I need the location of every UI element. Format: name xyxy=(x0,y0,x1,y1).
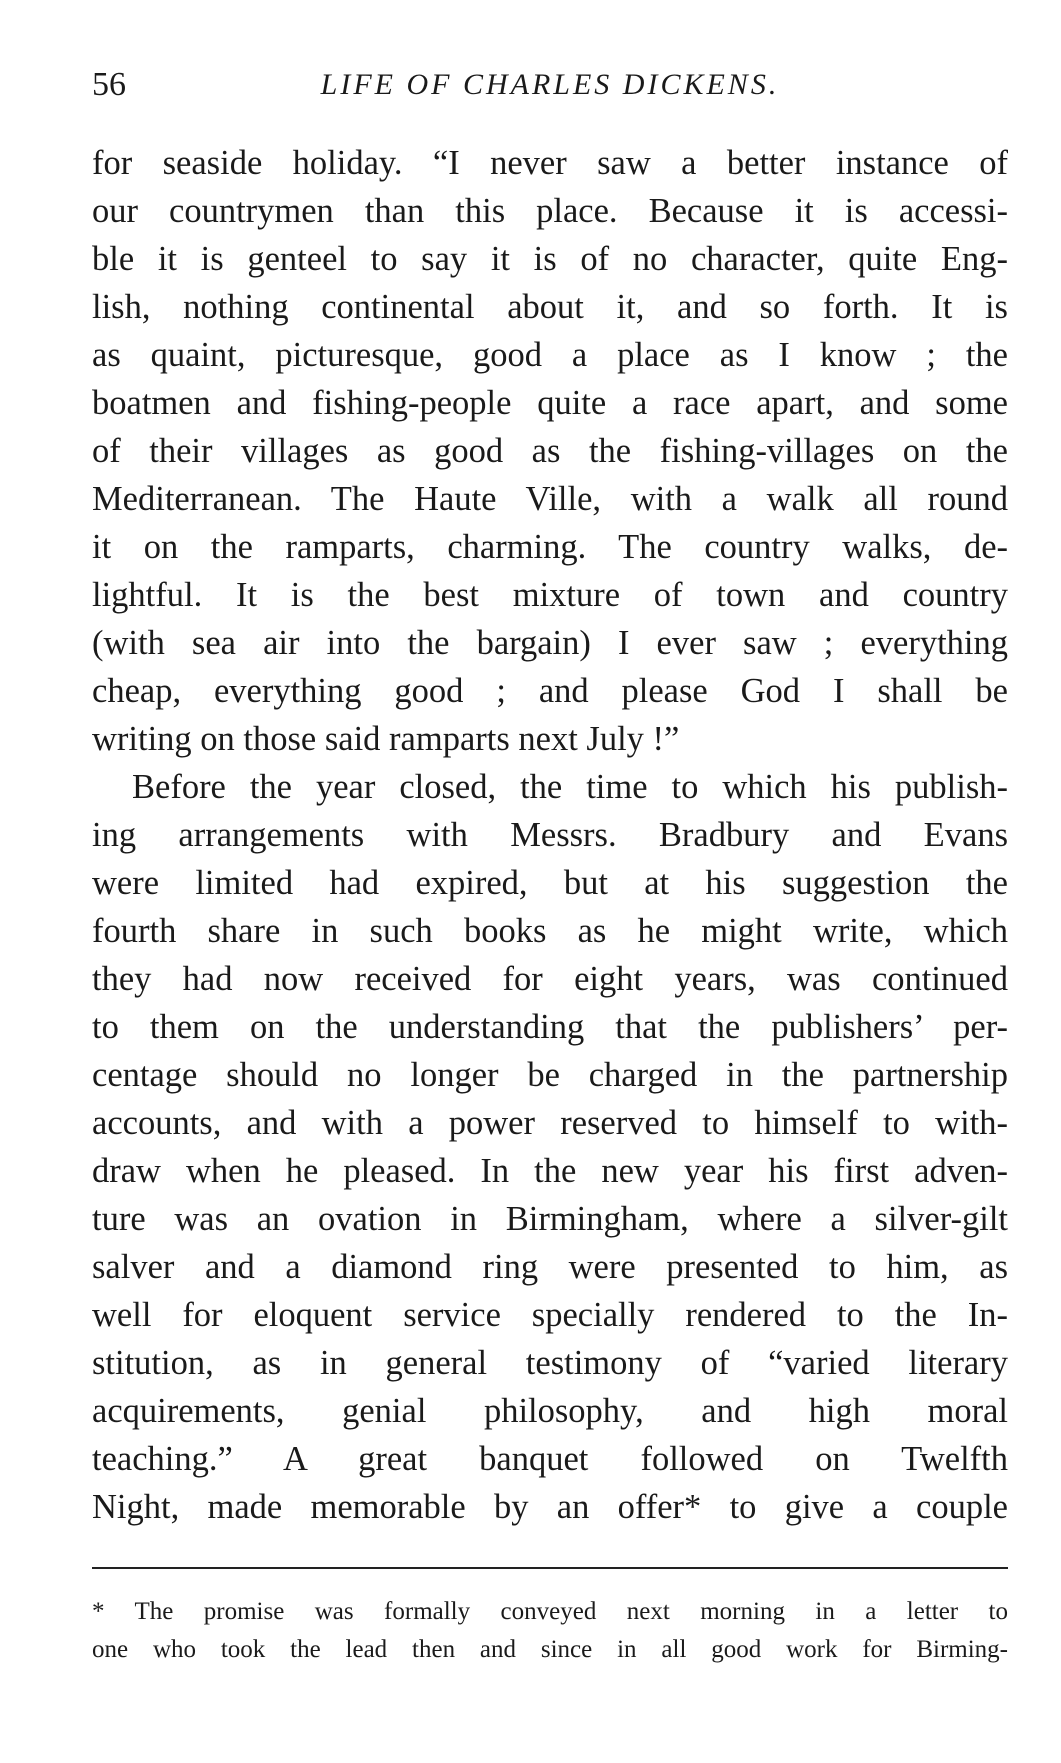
text-line: ing arrangements with Messrs. Bradbury and Evans xyxy=(92,816,1008,854)
text-line: centage should no longer be charged in the partnership xyxy=(92,1056,1008,1094)
text-line: were limited had expired, but at his suggestion the xyxy=(92,864,1008,902)
text-line: to them on the understanding that the publishers’ per- xyxy=(92,1008,1008,1046)
text-line: our countrymen than this place. Because it is accessi- xyxy=(92,192,1008,230)
text-line: for seaside holiday. “I never saw a better instance of xyxy=(92,144,1008,182)
text-line: they had now received for eight years, was continued xyxy=(92,960,1008,998)
text-line: ture was an ovation in Birmingham, where a silver-gilt xyxy=(92,1200,1008,1238)
text-line: draw when he pleased. In the new year his first adven- xyxy=(92,1152,1008,1190)
text-line: salver and a diamond ring were presented to him, as xyxy=(92,1248,1008,1286)
text-line: boatmen and fishing-people quite a race apart, and some xyxy=(92,384,1008,422)
text-line: lightful. It is the best mixture of town and country xyxy=(92,576,1008,614)
text-line: stitution, as in general testimony of “varied literary xyxy=(92,1344,1008,1382)
text-line: Night, made memorable by an offer* to give a couple xyxy=(92,1488,1008,1526)
text-line: ble it is genteel to say it is of no character, quite Eng- xyxy=(92,240,1008,278)
footnote-divider xyxy=(92,1567,1008,1569)
text-line: well for eloquent service specially rendered to the In- xyxy=(92,1296,1008,1334)
text-line: teaching.” A great banquet followed on Twelfth xyxy=(92,1440,1008,1478)
text-line: Mediterranean. The Haute Ville, with a walk all round xyxy=(92,480,1008,518)
text-line: Before the year closed, the time to which his publish- xyxy=(132,768,1008,806)
text-line: of their villages as good as the fishing-villages on the xyxy=(92,432,1008,470)
text-line: it on the ramparts, charming. The country walks, de- xyxy=(92,528,1008,566)
paragraph-2 xyxy=(92,763,1008,1531)
text-line: cheap, everything good ; and please God I shall be xyxy=(92,672,1008,710)
page-number: 56 xyxy=(92,66,126,103)
paragraph-1 xyxy=(92,139,1008,763)
text-line: lish, nothing continental about it, and so forth. It is xyxy=(92,288,1008,326)
footnote xyxy=(92,1593,1008,1669)
text-line: fourth share in such books as he might write, which xyxy=(92,912,1008,950)
main-text xyxy=(92,139,1008,1531)
footnote-line: one who took the lead then and since in all good work for Birming- xyxy=(92,1636,1008,1663)
running-header xyxy=(92,60,1008,110)
text-line: writing on those said ramparts next July !” xyxy=(92,720,680,758)
running-title: LIFE OF CHARLES DICKENS. xyxy=(320,68,780,101)
text-line: as quaint, picturesque, good a place as I know ; the xyxy=(92,336,1008,374)
footnote-line: * The promise was formally conveyed next morning in a letter to xyxy=(92,1598,1008,1625)
text-line: acquirements, genial philosophy, and high moral xyxy=(92,1392,1008,1430)
text-line: accounts, and with a power reserved to himself to with- xyxy=(92,1104,1008,1142)
text-line: (with sea air into the bargain) I ever saw ; everything xyxy=(92,624,1008,662)
